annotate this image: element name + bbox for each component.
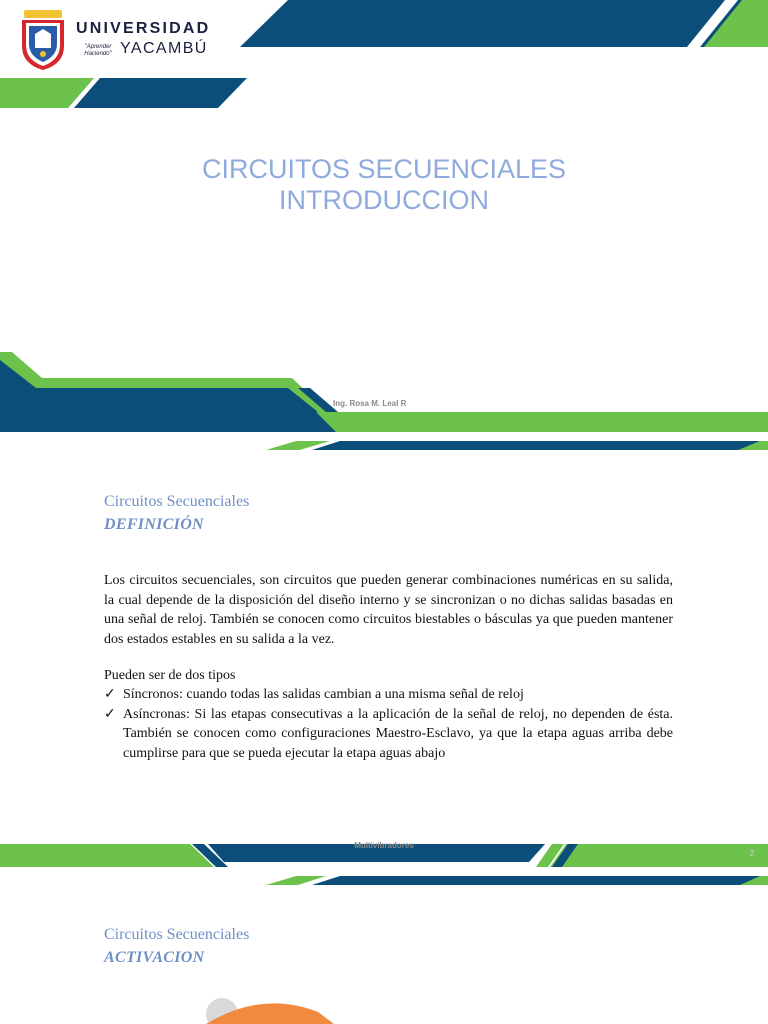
slide-2-top-band (312, 441, 760, 450)
section-subheading: DEFINICIÓN (104, 516, 204, 533)
top-navy-band (240, 0, 768, 47)
types-intro: Pueden ser de dos tipos (104, 668, 236, 683)
bottom-green-band (316, 412, 768, 432)
slide-3-top-band (312, 876, 762, 885)
slide-1-decoration (0, 0, 768, 436)
brand-tagline: "Aprender Haciendo" (84, 44, 112, 57)
footer-label: Multivibradores (354, 841, 414, 850)
presentation-title-line-2: INTRODUCCION (279, 185, 489, 215)
slide-2 (0, 437, 768, 869)
brand-name: UNIVERSIDAD (76, 20, 211, 37)
slide-3 (0, 870, 768, 1024)
slide-3-decoration (0, 870, 768, 1024)
definition-paragraph: Los circuitos secuenciales, son circuitos que pueden generar combinaciones numéricas en su salida, la cual depende de la disposición del diseño interno y se sincronizan o no dichas salidas basadas en una señal de reloj. También se conocen como circuitos biestables o básculas ya que pueden mantener dos estados estables en su salida a la vez. (104, 573, 673, 647)
university-logo (18, 10, 68, 72)
author-label: Ing. Rosa M. Leal R (333, 399, 407, 408)
list-item: ✓ Asíncronas: Si las etapas consecutivas a la aplicación de la señal de reloj, no dependen de ésta. También se conocen como configuraciones Maestro-Esclavo, ya que la etapa aguas arriba debe cumplirse para que se pueda ejecutar la etapa aguas abajo (104, 706, 673, 761)
types-list (104, 685, 673, 763)
presentation-title-line-1: CIRCUITOS SECUENCIALES (201, 154, 567, 184)
checkmark-icon: ✓ (104, 687, 116, 702)
university-crest-icon (18, 10, 68, 72)
list-item: ✓ Síncronos: cuando todas las salidas cambian a una misma señal de reloj (104, 685, 673, 705)
bottom-navy-wave (0, 352, 340, 432)
brand-subname: YACAMBÚ (120, 40, 208, 57)
slide-1 (0, 0, 768, 436)
page-number: 2 (749, 849, 754, 858)
section-subheading: ACTIVACION (104, 949, 205, 966)
section-heading: Circuitos Secuenciales (104, 926, 250, 943)
section-heading: Circuitos Secuenciales (104, 493, 250, 510)
checkmark-icon: ✓ (104, 706, 116, 722)
